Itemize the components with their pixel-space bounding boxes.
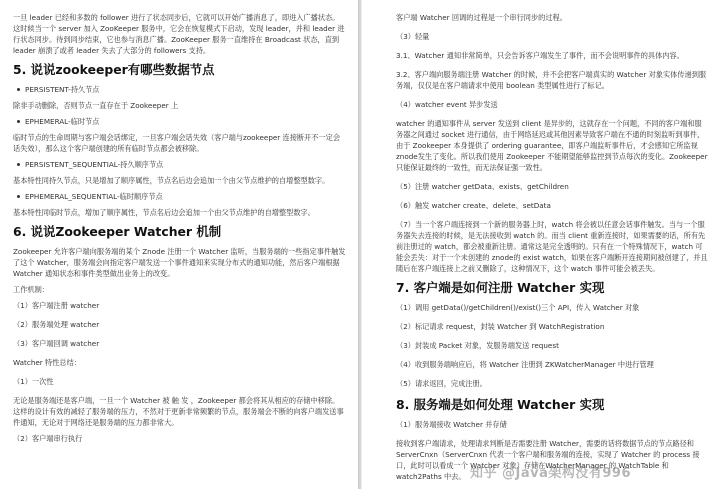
feature-item: （6）触发 watcher create、delete、setData bbox=[396, 201, 551, 210]
step-item: （3）客户端回调 watcher bbox=[13, 339, 100, 348]
step-item: （4）收到服务端响应后，将 Watcher 注册到 ZKWatcherManager 中进行管理 bbox=[396, 360, 654, 369]
watermark: 知乎 @Java架构没有996 bbox=[470, 466, 632, 481]
paragraph: 基本特性同持久节点，只是增加了顺序属性，节点名后边会追加一个由父节点维护的自增整型数字。 bbox=[13, 176, 330, 185]
list-item: PERSISTENT-持久节点 bbox=[25, 84, 346, 95]
node-list-3 bbox=[13, 159, 346, 170]
feature-item: （4）watcher event 异步发送 bbox=[396, 100, 498, 109]
step-item: （1）调用 getData()/getChildren()/exist()三个 API，传入 Watcher 对象 bbox=[396, 303, 640, 312]
feature-item: （3）轻量 bbox=[396, 32, 430, 41]
step-item: （5）请求返回，完成注册。 bbox=[396, 379, 487, 388]
intro-paragraph: 一旦 leader 已经和多数的 follower 进行了状态同步后，它就可以开始广播消息了，即进入广播状态。这时候当一个 server 加入 ZooKeeper 服务中，它会在恢复模式下启动，发现 leader，并和 leader 进行状态同步。待到同步结束，它也参与消息广播。ZooKeeper 服务一直维持在 Broadcast 状态，直到 leader 崩溃了或者 leader 失去了大部分的 followers 支持。 bbox=[13, 13, 345, 55]
step-item: （2）标记请求 request，封装 Watcher 到 WatchRegistration bbox=[396, 322, 605, 331]
feature-item: （1）一次性 bbox=[13, 377, 54, 386]
step-item: （2）服务端处理 watcher bbox=[13, 320, 100, 329]
paragraph: Zookeeper 允许客户端向服务端的某个 Znode 注册一个 Watcher 监听，当服务端的一些指定事件触发了这个 Watcher，服务端会向指定客户端发送一个事件通知来实现分布式的通知功能，然后客户端根据 Watcher 通知状态和事件类型做出业务上的改变。 bbox=[13, 247, 346, 278]
paragraph: 接收到客户端请求，处理请求判断是否需要注册 Watcher，需要的话将数据节点的节点路径和 ServerCnxn（ServerCnxn 代表一个客户端和服务端的连接，实现了 Watcher 的 process 接口，此时可以看成一个 Watcher 对象）存储在WatcherManager 的 WatchTable 和 watch2Paths 中去。 bbox=[396, 439, 700, 481]
list-item: EPHEMERAL_SEQUENTIAL-临时顺序节点 bbox=[25, 191, 346, 202]
node-list-2 bbox=[13, 116, 346, 127]
paragraph: 工作机制： bbox=[13, 285, 49, 294]
heading-7: 7. 客户端是如何注册 Watcher 实现 bbox=[396, 280, 605, 295]
step-item: （3）封装成 Packet 对象，发服务端发送 request bbox=[396, 341, 559, 350]
heading-8: 8. 服务端是如何处理 Watcher 实现 bbox=[396, 397, 605, 412]
list-item: PERSISTENT_SEQUENTIAL-持久顺序节点 bbox=[25, 159, 346, 170]
step-item: （1）客户端注册 watcher bbox=[13, 301, 100, 310]
node-list-1 bbox=[13, 84, 346, 95]
feature-item: （5）注册 watcher getData、exists、getChildren bbox=[396, 182, 569, 191]
paragraph: watcher 的通知事件从 server 发送到 client 是异步的，这就存在一个问题，不同的客户端和服务器之间通过 socket 进行通信，由于网络延迟或其他因素导致客户端在不通的时刻监听到事件，由于 Zookeeper 本身提供了 ordering guarantee，即客户端监听事件后，才会感知它所监视 znode发生了变化。所以我们使用 Zookeeper 不能期望能够监控到节点每次的变化。Zookeeper 只能保证最终的一致性，而无法保证强一致性。 bbox=[396, 119, 708, 172]
paragraph: 3.2、客户端向服务端注册 Watcher 的时候，并不会把客户端真实的 Watcher 对象实体传递到服务端，仅仅是在客户端请求中使用 boolean 类型属性进行了标记。 bbox=[396, 70, 707, 90]
step-item: （1）服务端接收 Watcher 并存储 bbox=[396, 420, 507, 429]
heading-5: 5. 说说zookeeper有哪些数据节点 bbox=[13, 62, 215, 77]
paragraph: 临时节点的生命周期与客户端会话绑定，一旦客户端会话失效（客户端与zookeeper 连接断开不一定会话失效），那么这个客户端创建的所有临时节点都会被移除。 bbox=[13, 133, 341, 153]
node-list-4 bbox=[13, 191, 346, 202]
right-page bbox=[362, 0, 720, 489]
feature-item: （2）客户端串行执行 bbox=[13, 434, 83, 443]
paragraph: 客户端 Watcher 回调的过程是一个串行同步的过程。 bbox=[396, 13, 567, 22]
paragraph: 无论是服务端还是客户端，一旦一个 Watcher 被 触 发 ，Zookeeper 都会将其从相应的存储中移除。这样的设计有效的减轻了服务端的压力，不然对于更新非常频繁的节点，服务端会不断的向客户端发送事件通知，无论对于网络还是服务端的压力都非常大。 bbox=[13, 396, 344, 427]
paragraph: Watcher 特性总结： bbox=[13, 358, 81, 367]
paragraph: 除非手动删除，否则节点一直存在于 Zookeeper 上 bbox=[13, 101, 179, 110]
paragraph: （7）当一个客户端连接到一个新的服务器上时，watch 将会被以任意会话事件触发。当与一个服务器失去连接的时候，是无法接收到 watch 的。而当 client 重新连接时，如果需要的话，所有先前注册过的 watch，都会被重新注册。通常这是完全透明的。只有在一个特殊情况下，watch 可能会丢失：对于一个未创建的 znode的 exist watch，如果在客户端断开连接期间被创建了，并且随后在客户端连接上之前又删除了，这种情况下，这个 watch 事件可能会被丢失。 bbox=[396, 220, 708, 273]
paragraph: 3.1、Watcher 通知非常简单，只会告诉客户端发生了事件，而不会说明事件的具体内容。 bbox=[396, 51, 684, 60]
paragraph: 基本特性同临时节点，增加了顺序属性，节点名后边会追加一个由父节点维护的自增整型数字。 bbox=[13, 208, 315, 217]
heading-6: 6. 说说Zookeeper Watcher 机制 bbox=[13, 224, 222, 239]
left-page bbox=[0, 0, 358, 489]
list-item: EPHEMERAL-临时节点 bbox=[25, 116, 346, 127]
